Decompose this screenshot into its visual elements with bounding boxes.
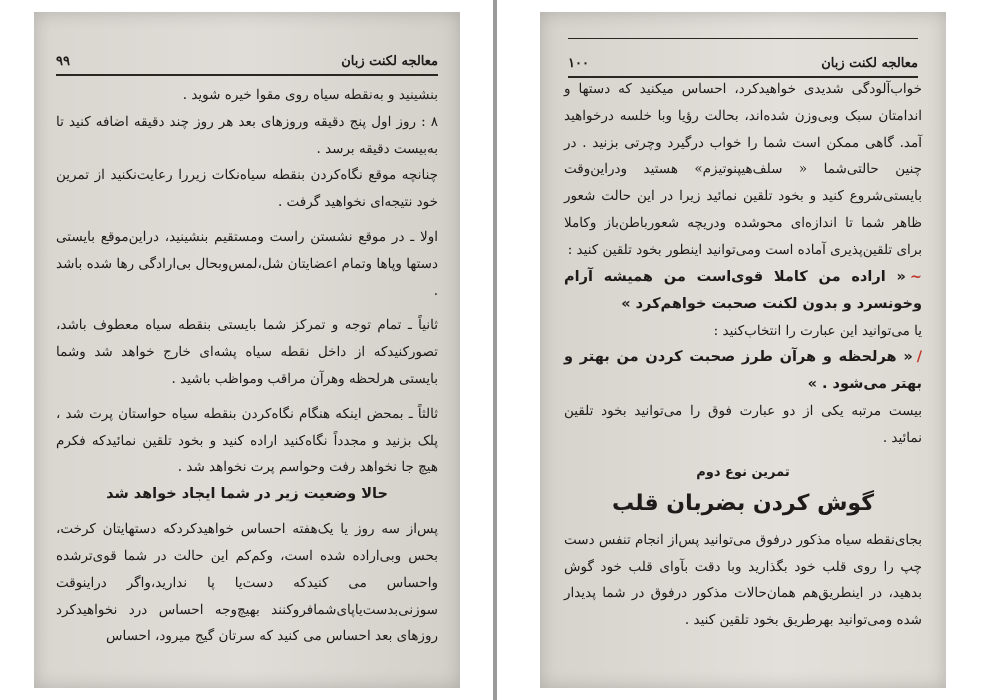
right-page xyxy=(540,12,946,688)
right-page-title: معالجه لکنت زبان xyxy=(821,55,918,71)
left-paragraph: اولا ـ در موقع نشستن راست ومستقیم بنشینید، دراین‌موقع بایستی دستها وپاها وتمام اعضایتان شل،لمس‌وبحال بی‌ارادگی رها شده باشد . xyxy=(56,228,438,299)
left-page-body xyxy=(56,82,438,678)
left-page-title: معالجه لکنت زبان xyxy=(341,53,438,69)
left-page-header xyxy=(56,48,438,76)
affirmation-2: « هرلحظه و هرآن طرز صحبت کردن من بهتر و بهتر می‌شود . » xyxy=(564,349,922,393)
left-paragraph: ثانیاً ـ تمام توجه و تمرکز شما بایستی بنقطه سیاه معطوف باشد، تصورکنیدکه از داخل نقطه سیاه پشه‌ای خارج خواهد شد وشما بایستی هرلحظه وهرآن مراقب ومواظب باشید . xyxy=(56,317,438,387)
affirmation-2-line xyxy=(564,344,922,398)
left-paragraph: چنانچه موقع نگاه‌کردن بنقطه سیاه‌نکات زیررا رعایت‌نکنید از تمرین خود نتیجه‌ای نخواهید گرفت . xyxy=(56,167,438,211)
exercise-title: گوش کردن بضربان قلب xyxy=(611,490,875,516)
right-page-body xyxy=(564,76,922,678)
left-page xyxy=(34,12,460,688)
left-paragraph: ثالثاً ـ بمحض اینکه هنگام نگاه‌کردن بنقطه سیاه حواستان پرت شد ، پلک بزنید و مجدداً نگاه‌کنید اراده کنید و بخود تلقین نمائیدکه فکرم هیچ جا نخواهد رفت وحواسم پرت نخواهد شد . xyxy=(56,405,438,476)
right-page-header xyxy=(568,50,918,78)
left-closing-paragraph: پس‌از سه روز یا یک‌هفته احساس خواهیدکردکه دستهایتان کرخت، بحس وبی‌اراده شده است، وکم‌کم این حالت در شما قوی‌ترشده واحساس می کنیدکه دست‌یا پا ندارید،واگر دراینوقت سوزنی‌بدست‌یاپای‌شمافروکنند بهیچ‌وجه احساس درد نخواهیدکرد روزهای بعد احساس می کنید که سرتان گیج میرود، احساس xyxy=(56,521,438,645)
right-page-number: ۱۰۰ xyxy=(568,55,589,71)
after-paragraph: بیست مرتبه یکی از دو عبارت فوق را می‌توانید بخود تلقین نمائید . xyxy=(564,403,922,447)
spread-divider xyxy=(493,0,497,700)
right-paragraph: خواب‌آلودگی شدیدی خواهیدکرد، احساس میکنید که دستها و اندامتان سبک وبی‌وزن شده‌اند، بحالت رؤیا وبا خلسه درخواهید آمد. گاهی ممکن است شما را خواب درگیرد وچرتی بزنید . در چنین حالتی‌شما « سلف‌هیپنوتیزم» هستید ودراین‌وقت بایستی‌شروع کنید و بخود تلقین نمائید زیرا در این حالت شعور ظاهر شما تا اندازه‌ای محوشده ودریچه شعورباطن‌باز وکاملا برای تلقین‌پذیری آماده است ومی‌توانید اینطور بخود تلقین کنید : xyxy=(564,81,922,258)
right-closing-paragraph: بجای‌نقطه سیاه مذکور درفوق می‌توانید پس‌از انجام تنفس دست چپ را روی قلب خود بگذارید وبا دقت بآوای قلب خود گوش بدهید، در اینطریق‌هم همان‌حالات مذکور درفوق در شما پدیدار شده ومی‌توانید بهرطریق بخود تلقین کنید . xyxy=(564,531,922,629)
left-page-number: ۹۹ xyxy=(56,53,70,69)
pen-mark-icon: ~ xyxy=(909,268,922,285)
left-subheading: حالا وضعیت زیر در شما ایجاد خواهد شد xyxy=(106,486,388,503)
or-line: یا می‌توانید این عبارت را انتخاب‌کنید : xyxy=(713,322,922,339)
affirmation-1: « اراده من کاملا قوی‌است من همیشه آرام وخونسرد و بدون لکنت صحبت خواهم‌کرد » xyxy=(564,268,922,312)
affirmation-1-line xyxy=(564,264,922,318)
left-paragraph: بنشینید و به‌نقطه سیاه روی مقوا خیره شوید . xyxy=(182,87,438,103)
right-header-rule xyxy=(568,38,918,39)
pen-mark-icon: / xyxy=(916,349,922,366)
left-paragraph: ۸ : روز اول پنج دقیقه وروزهای بعد هر روز چند دقیقه اضافه کنید تا به‌بیست دقیقه برسد . xyxy=(56,113,438,157)
exercise-label: تمرین نوع دوم xyxy=(696,464,790,480)
